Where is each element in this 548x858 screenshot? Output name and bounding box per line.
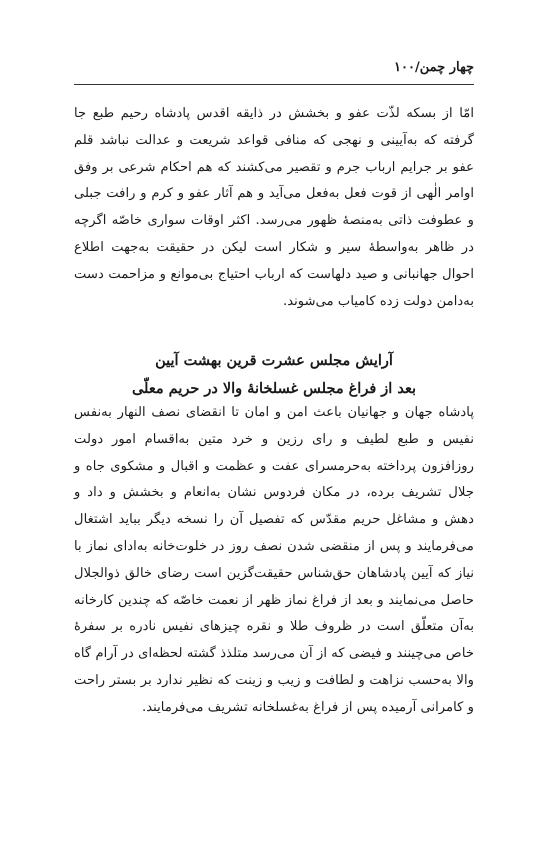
section-heading [74, 347, 474, 403]
running-header: چهار چمن/۱۰۰ [394, 60, 474, 75]
paragraph-block-2 [74, 400, 474, 722]
section-heading-line-1: آرایش مجلس عشرت قرین بهشت آیین [155, 352, 393, 369]
paragraph-1: امّا از بسکه لذّت عفو و بخشش در ذایقه اقدس پادشاه رحیم طبع جا گرفته که به‌آیینی و نهجی که منافی قواعد شریعت و عدالت نباشد قلم عفو بر جرایم ارباب جرم و تقصیر می‌کشند که هم احکام شرعی بر وفق اوامر الٰهی از قوت فعل به‌فعل می‌آید و هم آثار عفو و کرم و رافت جبلی و عطوفت ذاتی به‌منصهٔ ظهور می‌رسد. اکثر اوقات سواری خاصّه اگرچه در ظاهر به‌واسطهٔ سیر و شکار است لیکن در حقیقت به‌جهت اطلاع احوال جهانبانی و صید دلهاست که ارباب احتیاج بی‌موانع و مزاحمت دست به‌دامن دولت زده کامیاب می‌شوند. [74, 106, 474, 309]
paragraph-2: پادشاه جهان و جهانیان باعث امن و امان تا انقضای نصف النهار به‌نفس نفیس و طبع لطیف و رای رزین و خرد متین به‌اقسام امور دولت روزافزون پرداخته به‌حرمسرای عفت و عظمت و اقبال و مشکوی جاه و جلال تشریف برده، در مکان فردوس نشان به‌انعام و بخشش و داد و دهش و مشاغل حریم مقدّس که تفصیل آن را نسخه دیگر بباید اشتغال می‌فرمایند و پس از منقضی شدن نصف روز در خلوت‌خانه به‌ادای نماز با نیاز که آیین پادشاهان حق‌شناس حقیقت‌گزین است رضای خالق ذوالجلال حاصل می‌نمایند و بعد از فراغ نماز ظهر از نعمت خاصّه که چندین کارخانه به‌آن متعلّق است در ظروف طلا و نقره چیزهای نفیس نادره بر سفرهٔ خاص می‌چینند و فیضی که از آن می‌رسد متلذذ گشته لحظه‌ای در آرام گاه والا به‌حسب نزاهت و لطافت و زیب و زینت که نظیر ندارد بر بستر راحت و کامرانی آرمیده پس از فراغ به‌غسلخانه تشریف می‌فرمایند. [74, 405, 474, 715]
section-heading-line-2: بعد از فراغ مجلس غسلخانهٔ والا در حریم معلّی [131, 380, 417, 397]
paragraph-block-1 [74, 101, 474, 315]
header-rule [74, 84, 474, 85]
